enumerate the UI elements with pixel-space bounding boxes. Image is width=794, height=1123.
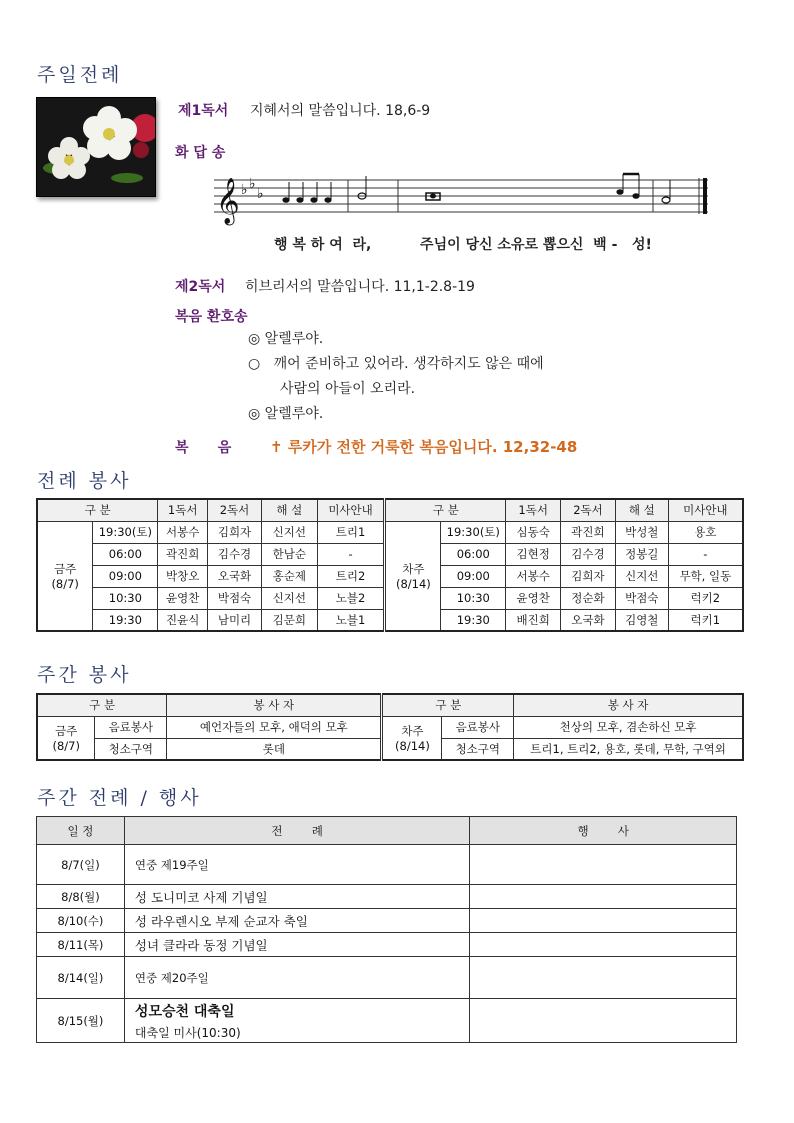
gospel-text: ✝ 루카가 전한 거룩한 복음입니다. 12,32-48	[270, 438, 578, 456]
liturgy-title: 성모승천 대축일	[134, 1003, 235, 1020]
header-commentary-right: 해 설	[615, 499, 668, 521]
header-category-left: 구 분	[37, 499, 158, 521]
cell: 트리1	[317, 521, 385, 543]
header-reading1-left: 1독서	[158, 499, 208, 521]
event-cell	[470, 999, 737, 1043]
header-volunteers-right: 봉 사 자	[514, 694, 743, 716]
section-title-liturgy-service: 전례 봉사	[37, 470, 132, 492]
event-cell	[470, 909, 737, 933]
cell: 김수경	[561, 543, 616, 565]
cell: 10:30	[93, 587, 158, 609]
reading2-text: 히브리서의 말씀입니다. 11,1-2.8-19	[245, 279, 475, 295]
liturgy-cell	[124, 999, 469, 1043]
cell: 오국화	[208, 565, 262, 587]
header-liturgy: 전 례	[124, 817, 469, 845]
group-next-week: 차주 (8/14)	[382, 716, 442, 760]
cell: 박창오	[158, 565, 208, 587]
cell: 음료봉사	[95, 716, 167, 738]
cell: -	[317, 543, 385, 565]
cell: 청소구역	[95, 738, 167, 760]
cell: 럭키2	[668, 587, 743, 609]
header-reading1-right: 1독서	[506, 499, 561, 521]
svg-text:♭: ♭	[241, 182, 248, 198]
cell: 노블1	[317, 609, 385, 631]
header-volunteers-left: 봉 사 자	[167, 694, 382, 716]
cell: 럭키1	[668, 609, 743, 631]
cell: 무학, 일동	[668, 565, 743, 587]
cell: 음료봉사	[442, 716, 514, 738]
header-category-right: 구 분	[385, 499, 506, 521]
header-category-right: 구 분	[382, 694, 514, 716]
section-title-sunday-liturgy: 주일전례	[37, 64, 123, 86]
table-row	[37, 521, 743, 543]
event-cell	[470, 957, 737, 999]
alleluia-line-2: ○ 깨어 준비하고 있어라. 생각하지도 않은 때에	[248, 356, 544, 372]
cell: 19:30	[441, 609, 506, 631]
svg-text:♭: ♭	[257, 186, 264, 202]
liturgy-subtitle: 대축일 미사(10:30)	[134, 1025, 241, 1040]
cell: 박점숙	[208, 587, 262, 609]
cell: 19:30(토)	[93, 521, 158, 543]
group-this-week: 금주 (8/7)	[37, 521, 93, 631]
svg-text:𝄞: 𝄞	[216, 178, 240, 224]
cell: 박성철	[615, 521, 668, 543]
header-commentary-left: 해 설	[261, 499, 317, 521]
section-title-weekly-service: 주간 봉사	[37, 664, 132, 686]
table-row	[37, 957, 737, 999]
header-guide-left: 미사안내	[317, 499, 385, 521]
cell: 롯데	[167, 738, 382, 760]
table-row	[37, 885, 737, 909]
cell: 용호	[668, 521, 743, 543]
liturgy-cell: 연중 제20주일	[124, 957, 469, 999]
cell: 서봉수	[158, 521, 208, 543]
cell: 배진희	[506, 609, 561, 631]
group-this-week: 금주 (8/7)	[37, 716, 95, 760]
cell: 19:30	[93, 609, 158, 631]
cell: 19:30(토)	[441, 521, 506, 543]
header-event: 행 사	[470, 817, 737, 845]
header-guide-right: 미사안내	[668, 499, 743, 521]
header-category-left: 구 분	[37, 694, 167, 716]
weekly-service-table	[36, 693, 744, 761]
cell: 홍순제	[261, 565, 317, 587]
cell: 진윤식	[158, 609, 208, 631]
cell: 10:30	[441, 587, 506, 609]
event-cell	[470, 885, 737, 909]
cell: 서봉수	[506, 565, 561, 587]
cell: 정봉길	[615, 543, 668, 565]
cell: 트리1, 트리2, 용호, 롯데, 무학, 구역외	[514, 738, 743, 760]
header-reading2-right: 2독서	[561, 499, 616, 521]
cell: 곽진희	[158, 543, 208, 565]
date-cell: 8/7(일)	[37, 845, 125, 885]
music-staff	[208, 166, 713, 228]
cell: 김영철	[615, 609, 668, 631]
liturgy-cell: 성 라우렌시오 부제 순교자 축일	[124, 909, 469, 933]
group-next-week: 차주 (8/14)	[385, 521, 441, 631]
cell: 신지선	[261, 521, 317, 543]
cell: 김현정	[506, 543, 561, 565]
cell: 청소구역	[442, 738, 514, 760]
alleluia-label: 복음 환호송	[175, 309, 248, 325]
date-cell: 8/14(일)	[37, 957, 125, 999]
gospel-label: 복 음	[175, 440, 232, 456]
cell: 신지선	[615, 565, 668, 587]
cell: 06:00	[441, 543, 506, 565]
cell: 윤영찬	[506, 587, 561, 609]
cell: 김수경	[208, 543, 262, 565]
svg-text:♭: ♭	[249, 176, 256, 192]
cell: 한남순	[261, 543, 317, 565]
alleluia-line-1: ◎ 알렐루야.	[248, 331, 324, 347]
cell: 정순화	[561, 587, 616, 609]
table-row	[37, 999, 737, 1043]
date-cell: 8/15(월)	[37, 999, 125, 1043]
date-cell: 8/8(월)	[37, 885, 125, 909]
event-cell	[470, 845, 737, 885]
cell: 윤영찬	[158, 587, 208, 609]
header-date: 일 정	[37, 817, 125, 845]
cell: 노블2	[317, 587, 385, 609]
cell: 09:00	[93, 565, 158, 587]
cell: 김희자	[561, 565, 616, 587]
cell: 06:00	[93, 543, 158, 565]
cell: 오국화	[561, 609, 616, 631]
cell: 예언자들의 모후, 애덕의 모후	[167, 716, 382, 738]
table-row	[37, 845, 737, 885]
reading2-label: 제2독서	[175, 279, 226, 295]
liturgy-cell: 성 도니미코 사제 기념일	[124, 885, 469, 909]
cell: 박점숙	[615, 587, 668, 609]
cell: 09:00	[441, 565, 506, 587]
cell: 심동숙	[506, 521, 561, 543]
table-row	[37, 716, 743, 738]
alleluia-line-4: ◎ 알렐루야.	[248, 406, 324, 422]
flower-image	[36, 97, 156, 197]
cell: -	[668, 543, 743, 565]
alleluia-line-3: 사람의 아들이 오리라.	[280, 381, 416, 397]
header-reading2-left: 2독서	[208, 499, 262, 521]
cell: 김문희	[261, 609, 317, 631]
cell: 남미리	[208, 609, 262, 631]
weekly-events-table	[36, 816, 737, 1043]
table-row	[37, 909, 737, 933]
psalm-lyric: 행 복 하 여 라, 주님이 당신 소유로 뽑으신 백 - 성!	[274, 237, 652, 253]
cell: 트리2	[317, 565, 385, 587]
cell: 곽진희	[561, 521, 616, 543]
psalm-label: 화 답 송	[175, 145, 226, 161]
liturgy-service-table	[36, 498, 744, 632]
cell: 신지선	[261, 587, 317, 609]
reading1-text: 지혜서의 말씀입니다. 18,6-9	[250, 103, 431, 119]
table-row	[37, 933, 737, 957]
reading1-label: 제1독서	[178, 103, 229, 119]
section-title-weekly-events: 주간 전례 / 행사	[37, 787, 202, 809]
liturgy-cell: 연중 제19주일	[124, 845, 469, 885]
liturgy-cell: 성녀 클라라 동정 기념일	[124, 933, 469, 957]
event-cell	[470, 933, 737, 957]
date-cell: 8/11(목)	[37, 933, 125, 957]
date-cell: 8/10(수)	[37, 909, 125, 933]
cell: 천상의 모후, 겸손하신 모후	[514, 716, 743, 738]
cell: 김희자	[208, 521, 262, 543]
